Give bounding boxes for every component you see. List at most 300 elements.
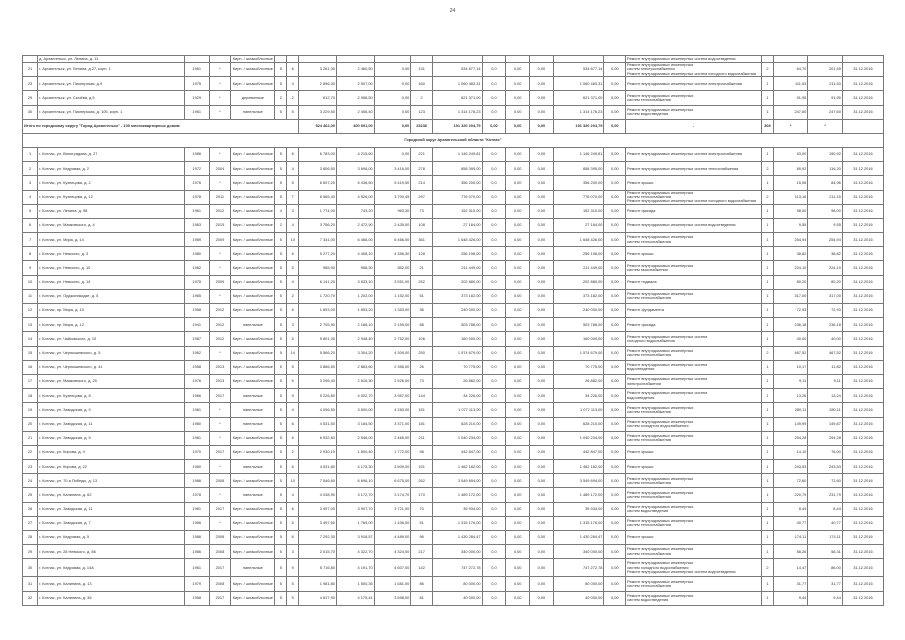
total-area-cell: 4 038,90 [299, 488, 337, 502]
year-built-cell: 1958 [184, 304, 209, 318]
total-area-cell: 2 896,30 [299, 77, 337, 91]
table-row [23, 389, 884, 403]
fund-cell: 0,00 [530, 190, 554, 204]
work-line: Ремонт внутридомовых инженерных систем [627, 333, 708, 339]
total-cost-cell: 211 449,00 [553, 261, 604, 275]
address-cell: г. Котлас, ул. Калинина, д. 36 [38, 591, 185, 605]
entrances-cell: 3 [287, 204, 299, 218]
address-cell: г. Котлас, ул. Кузнецова, д. 2 [38, 176, 185, 190]
count-cell: 1 [761, 275, 773, 289]
work-cell [626, 577, 762, 591]
fund-cell: 0,00 [604, 577, 626, 591]
row-number-cell: 11 [23, 289, 38, 303]
max-cost-cell: 201,45 [808, 63, 843, 77]
living-area-cell: 4 322,70 [336, 545, 374, 559]
address-cell: г. Котлас, ул. Орджоникидзе, д. 5 [38, 289, 185, 303]
address-cell: г. Котлас, ул. Кирова, д. 22 [38, 460, 185, 474]
address-cell: г. Котлас, ул. Кедровая, д. 14А [38, 559, 185, 577]
fund-cell: 0,00 [506, 502, 530, 516]
fund-cell: 0,00 [530, 417, 554, 431]
work-line: Ремонт внутридомовых инженерных систем водоотведения [627, 222, 736, 228]
total-cost-cell: 160 000,00 [553, 332, 604, 346]
row-number-cell: 26 [23, 502, 38, 516]
material-cell: Кирп. / шлакоблочные [231, 147, 275, 161]
max-cost-cell: 40,00 [808, 332, 843, 346]
total-cost-cell: 26 882,00 [553, 374, 604, 388]
entrances-cell: 9 [287, 389, 299, 403]
owned-area-cell: 3 174,70 [374, 488, 411, 502]
max-cost-cell: 31,77 [808, 577, 843, 591]
address-cell: д. Архангельск, ул. Ленина, д. 11 [38, 56, 185, 63]
table-row [23, 545, 884, 559]
fund-cell: 0,0 [482, 147, 506, 161]
row-number-cell: 2 [23, 162, 38, 176]
fund-cell: 0,00 [604, 389, 626, 403]
owned-area-cell: 2 752,00 [374, 332, 411, 346]
unit-cost-cell: 64,70 [773, 63, 808, 77]
row-number-cell: 5 [23, 204, 38, 218]
table-row [23, 247, 884, 261]
fund-cell: 0,00 [604, 289, 626, 303]
total-area-cell: 7 546,60 [299, 474, 337, 488]
work-cell [626, 417, 762, 431]
row-number-cell: 18 [23, 389, 38, 403]
date-cell: 31.12.2016 [842, 460, 883, 474]
date-cell: 31.12.2016 [842, 389, 883, 403]
entrances-cell: 6 [287, 147, 299, 161]
work-cell [626, 531, 762, 545]
address-cell: г. Котлас, ул. Калинина, д. 62 [38, 488, 185, 502]
work-cell [626, 374, 762, 388]
row-number-cell: 23 [23, 460, 38, 474]
owned-area-cell: 3 416,00 [374, 162, 411, 176]
address-cell: г. Котлас, ул. Калинина, д. 13 [38, 577, 185, 591]
material-cell: Кирп. / шлакоблочные [231, 261, 275, 275]
row-number-cell: 1 [23, 147, 38, 161]
row-number-cell: 25 [23, 488, 38, 502]
unit-cost-cell: 91,95 [773, 91, 808, 105]
max-cost-cell: 72,60 [808, 474, 843, 488]
fund-cell: 0,0 [482, 63, 506, 77]
entrances-cell: 3 [287, 545, 299, 559]
unit-cost-cell: 13,26 [773, 389, 808, 403]
address-cell: г. Котлас, ул. Невского, д. 3 [38, 247, 185, 261]
owned-area-cell: 0,00 [374, 105, 411, 119]
fund-cell: 0,0 [482, 275, 506, 289]
work-cell [626, 162, 762, 176]
work-line: систем теплоснабжения [627, 193, 671, 199]
count-cell: 1 [761, 545, 773, 559]
max-cost-cell: 11,82 [808, 360, 843, 374]
address-cell: г. Котлас, ул. 28 Невского, д. 86 [38, 545, 185, 559]
max-cost-cell: 243,53 [808, 460, 843, 474]
total-cost-cell: 373 182,00 [553, 289, 604, 303]
cost-cell: 80 000,00 [432, 577, 482, 591]
count-cell: 1 [761, 474, 773, 488]
year-repair-cell: 2013 [209, 360, 231, 374]
year-built-cell: 1980 [184, 247, 209, 261]
unit-cost-cell: 40,00 [773, 332, 808, 346]
fund-cell: 0,00 [506, 105, 530, 119]
max-cost-cell: 224,10 [808, 261, 843, 275]
material-cell: деревянные [231, 91, 275, 105]
material-cell: Кирп. / шлакоблочные [231, 204, 275, 218]
fund-cell: 0,00 [530, 591, 554, 605]
work-cell [626, 502, 762, 516]
cost-cell: 1 077 113,00 [432, 403, 482, 417]
fund-cell: 0,00 [506, 403, 530, 417]
residents-cell: 73 [411, 374, 433, 388]
work-line: Ремонт крыши [627, 250, 654, 256]
work-cell [626, 105, 762, 119]
work-line: Ремонт внутридомовых инженерных систем водоотведения [627, 569, 736, 575]
fund-cell: 0,0 [482, 176, 506, 190]
total-cost-cell: 356 200,00 [553, 176, 604, 190]
fund-cell: 0,00 [506, 417, 530, 431]
floors-cell: 5 [275, 318, 287, 332]
cost-cell: 534 877,14 [432, 63, 482, 77]
total-cost-cell: 628 210,00 [553, 417, 604, 431]
fund-cell: 0,0 [482, 346, 506, 360]
owned-area-cell: 1 152,00 [374, 289, 411, 303]
address-cell: г. Котлас, ул. Заводская, д. 9 [38, 403, 185, 417]
work-line: систем водоотведения [627, 111, 669, 117]
address-cell: г. Архангельск, ул. Ленина, д.27, корп. 1 [38, 63, 185, 77]
owned-area-cell: 0,00 [374, 91, 411, 105]
work-cell [626, 559, 762, 577]
entrances-cell: 2 [287, 445, 299, 459]
total-area-cell: 1 981,80 [299, 577, 337, 591]
address-cell: г. Котлас, ул. Кузнецова, д. 8 [38, 389, 185, 403]
unit-cost-cell: 247,60 [773, 105, 808, 119]
total-cost-cell: 202 880,00 [553, 275, 604, 289]
work-line: Ремонт внутридомовых инженерных систем холодного водоснабжения [627, 70, 756, 76]
fund-cell: 0,0 [482, 591, 506, 605]
floors-cell: 5 [275, 190, 287, 204]
fund-cell: 0,0 [482, 261, 506, 275]
fund-cell: 0,00 [530, 516, 554, 530]
floors-cell: 5 [275, 502, 287, 516]
fund-cell: 0,00 [530, 502, 554, 516]
owned-area-cell: 4 309,00 [374, 346, 411, 360]
owned-area-cell: 2 356,00 [374, 360, 411, 374]
unit-cost-cell: 220,79 [773, 488, 808, 502]
work-cell [626, 545, 762, 559]
fund-cell: 0,00 [604, 332, 626, 346]
unit-cost-cell: 280,11 [773, 403, 808, 417]
fund-cell: 0,00 [530, 204, 554, 218]
residents-cell: 106 [411, 332, 433, 346]
entrances-cell: 5 [287, 176, 299, 190]
owned-area-cell: 2 465,00 [374, 431, 411, 445]
year-repair-cell: 2012 [209, 304, 231, 318]
row-number-cell: 30 [23, 105, 38, 119]
fund-cell: 0,0 [482, 304, 506, 318]
material-cell: панельные [231, 403, 275, 417]
total-cost-cell: 503 788,00 [553, 318, 604, 332]
fund-cell: 0,0 [482, 474, 506, 488]
owned-area-cell: 852,00 [374, 261, 411, 275]
cost-cell: 240 000,00 [432, 304, 482, 318]
date-cell: 31.12.2016 [842, 346, 883, 360]
year-built-cell: 1987 [184, 332, 209, 346]
unit-cost-cell: 224,10 [773, 261, 808, 275]
total-area-cell: 5 226,80 [299, 389, 337, 403]
living-area-cell: 2 863,60 [336, 360, 374, 374]
date-cell: 31.12.2016 [842, 261, 883, 275]
year-repair-cell: 2009 [209, 233, 231, 247]
table-row [23, 332, 884, 346]
year-built-cell: 1980 [184, 417, 209, 431]
entrances-cell: 4 [287, 162, 299, 176]
unit-cost-cell: 111,53 [773, 77, 808, 91]
work-cell [626, 218, 762, 232]
year-built-cell: 1956 [184, 516, 209, 530]
work-cell [626, 176, 762, 190]
total-area-cell: 5 801,30 [299, 332, 337, 346]
cost-cell: 152 310,00 [432, 204, 482, 218]
max-cost-cell: 8,44 [808, 502, 843, 516]
residents-cell: 86 [411, 577, 433, 591]
unit-cost-cell: 40,77 [773, 516, 808, 530]
count-cell: 2 [761, 346, 773, 360]
floors-cell: 5 [275, 488, 287, 502]
cost-cell: 70 775,00 [432, 360, 482, 374]
year-built-cell: 1975 [184, 275, 209, 289]
entrances-cell: 9 [287, 559, 299, 577]
fund-cell: 0,00 [530, 389, 554, 403]
max-cost-cell: 58,31 [808, 545, 843, 559]
year-repair-cell: 2012 [209, 318, 231, 332]
total-cost-cell: 80 000,00 [553, 577, 604, 591]
floors-cell: 5 [275, 474, 287, 488]
date-cell: 31.12.2016 [842, 147, 883, 161]
fund-cell: 0,0 [482, 247, 506, 261]
work-line: Ремонт внутридомовых инженерных систем [627, 390, 708, 396]
work-cell [626, 389, 762, 403]
row-number-cell: 30 [23, 559, 38, 577]
work-line: систем теплоснабжения [627, 295, 671, 301]
owned-area-cell: 5 419,50 [374, 176, 411, 190]
total-cost-cell: 1 462 182,00 [553, 460, 604, 474]
cost-cell: 356 200,00 [432, 176, 482, 190]
work-line: Ремонт подвала [627, 279, 657, 285]
year-built-cell: 1978 [184, 488, 209, 502]
year-repair-cell: * [209, 147, 231, 161]
work-line: систем газоснабжения [627, 267, 668, 273]
floors-cell: 5 [275, 591, 287, 605]
fund-cell: 0,00 [530, 304, 554, 318]
year-built-cell: 1961 [184, 105, 209, 119]
material-cell: Кирп. / шлакоблочные [231, 502, 275, 516]
fund-cell: 0,00 [604, 559, 626, 577]
living-area-cell: 400 691,00 [336, 119, 374, 133]
address-cell: г. Котлас, ул. Заводская, д. 7 [38, 516, 185, 530]
cost-cell: 1 574 679,00 [432, 346, 482, 360]
living-area-cell: 3 304,20 [336, 346, 374, 360]
date-cell: 31.12.2016 [842, 304, 883, 318]
living-area-cell: 2 507,00 [336, 77, 374, 91]
living-area-cell: 4 408,10 [336, 247, 374, 261]
year-repair-cell: 2011 [209, 190, 231, 204]
work-line: Ремонт внутридомовых инженерных [627, 190, 694, 195]
date-cell: 31.12.2016 [842, 474, 883, 488]
cost-cell: 1 146 249,81 [432, 147, 482, 161]
residents-cell: 151 [411, 460, 433, 474]
fund-cell: 0,0 [482, 318, 506, 332]
work-line: систем теплоснабжения [627, 96, 671, 102]
fund-cell: 0,00 [604, 218, 626, 232]
residents-cell: 211 [411, 431, 433, 445]
fund-cell: 0,00 [604, 346, 626, 360]
cost-cell: 503 788,00 [432, 318, 482, 332]
residents-cell: 361 [411, 233, 433, 247]
fund-cell: 0,00 [506, 389, 530, 403]
entrances-cell: 10 [287, 474, 299, 488]
unit-cost-cell: 236,18 [773, 318, 808, 332]
table-row [23, 63, 884, 77]
material-cell: Кирп. / шлакоблочные [231, 577, 275, 591]
floors-cell: 5 [275, 577, 287, 591]
total-area-cell: 985,90 [299, 261, 337, 275]
work-line: Ремонт внутридомовых инженерных [627, 432, 694, 438]
unit-cost-cell: 38,82 [773, 247, 808, 261]
address-cell: г. Котлас, ул. Заводская, д. 5 [38, 431, 185, 445]
work-line: Ремонт внутридомовых инженерных [627, 291, 694, 297]
fund-cell: 0,00 [530, 559, 554, 577]
total-area-cell: 3 756,20 [299, 218, 337, 232]
work-cell [626, 204, 762, 218]
fund-cell: 0,00 [506, 531, 530, 545]
row-number-cell: 3 [23, 176, 38, 190]
count-cell: 1 [761, 204, 773, 218]
table-row [23, 233, 884, 247]
cost-cell: 628 210,00 [432, 417, 482, 431]
unit-cost-cell: 467,52 [773, 346, 808, 360]
year-repair-cell: 2008 [209, 577, 231, 591]
living-area-cell: 3 833,10 [336, 275, 374, 289]
max-cost-cell: 91,95 [808, 91, 843, 105]
count-cell: 1 [761, 318, 773, 332]
living-area-cell: 2 948,40 [336, 332, 374, 346]
material-cell: Кирп. / шлакоблочные [231, 63, 275, 77]
table-row [23, 403, 884, 417]
year-built-cell: 1981 [184, 502, 209, 516]
year-built-cell: 1958 [184, 591, 209, 605]
year-repair-cell: 2017 [209, 502, 231, 516]
entrances-cell: 7 [287, 190, 299, 204]
unit-cost-cell: 93,00 [773, 147, 808, 161]
work-line: систем теплоснабжения [627, 352, 671, 358]
year-built-cell: 1966 [184, 389, 209, 403]
floors-cell: 5 [275, 545, 287, 559]
material-cell: Кирп. / шлакоблочные [231, 304, 275, 318]
total-row [23, 119, 884, 133]
max-cost-cell: 13,24 [808, 389, 843, 403]
floors-cell: 5 [275, 516, 287, 530]
living-area-cell: 6 466,00 [336, 233, 374, 247]
fund-cell: 0,0 [482, 91, 506, 105]
fund-cell: 0,00 [506, 545, 530, 559]
row-number-cell: 8 [23, 247, 38, 261]
unit-cost-cell: 72,60 [773, 474, 808, 488]
max-cost-cell: 231,79 [808, 488, 843, 502]
living-area-cell: 4 191,70 [336, 559, 374, 577]
work-line: систем водоотведения [627, 508, 669, 514]
work-cell: - [626, 119, 762, 133]
work-cell [626, 445, 762, 459]
fund-cell: 0,00 [482, 119, 506, 133]
total-cost-cell: 1 430 284,47 [553, 531, 604, 545]
year-repair-cell: * [209, 431, 231, 445]
fund-cell: 0,0 [482, 431, 506, 445]
count-cell: 1 [761, 431, 773, 445]
fund-cell: 0,0 [482, 417, 506, 431]
year-built-cell: 1986 [184, 531, 209, 545]
year-repair-cell: 2004 [209, 162, 231, 176]
table-row [23, 304, 884, 318]
fund-cell: 0,00 [604, 374, 626, 388]
max-cost-cell: 116,20 [808, 162, 843, 176]
fund-cell: 0,00 [506, 275, 530, 289]
fund-cell: 0,00 [506, 233, 530, 247]
owned-area-cell: 2 435,00 [374, 218, 411, 232]
fund-cell: 0,00 [530, 289, 554, 303]
work-line: систем теплоснабжения [627, 437, 671, 443]
row-number-cell: 32 [23, 591, 38, 605]
living-area-cell: 2 460,50 [336, 63, 374, 77]
max-cost-cell: 174,11 [808, 531, 843, 545]
fund-cell: 0,00 [604, 247, 626, 261]
year-repair-cell: * [209, 247, 231, 261]
living-area-cell: 2 456,40 [336, 105, 374, 119]
count-cell: 1 [761, 577, 773, 591]
total-cost-cell: 340 000,00 [553, 545, 604, 559]
row-number-cell: 19 [23, 403, 38, 417]
unit-cost-cell: * [773, 119, 808, 133]
total-area-cell: 3 229,50 [299, 105, 337, 119]
date-cell: 31.12.2016 [842, 417, 883, 431]
max-cost-cell: 280,11 [808, 403, 843, 417]
fund-cell: 0,00 [530, 176, 554, 190]
fund-cell: 0,00 [530, 460, 554, 474]
floors-cell: 5 [275, 559, 287, 577]
table-row [23, 56, 884, 63]
owned-area-cell: 3 598,00 [374, 591, 411, 605]
total-area-cell: 612,70 [299, 91, 337, 105]
cost-cell: 1 489 172,00 [432, 488, 482, 502]
residents-cell: 70 [411, 502, 433, 516]
total-cost-cell: 1 315 176,00 [553, 516, 604, 530]
count-cell: 1 [761, 460, 773, 474]
address-cell: г. Котлас, ул. Кирова, д. 4 [38, 445, 185, 459]
residents-cell: 217 [411, 545, 433, 559]
address-cell: г. Котлас, ул. Невского, д. 10 [38, 261, 185, 275]
fund-cell: 0,00 [604, 63, 626, 77]
row-number-cell: 29 [23, 545, 38, 559]
entrances-cell: 10 [287, 233, 299, 247]
material-cell: Кирп. / шлакоблочные [231, 431, 275, 445]
max-cost-cell: 40,77 [808, 516, 843, 530]
floors-cell: 2 [275, 218, 287, 232]
table-row [23, 431, 884, 445]
total-cost-cell: 1 146 249,81 [553, 147, 604, 161]
material-cell: Кирп. / шлакоблочные [231, 374, 275, 388]
year-built-cell: 1961 [184, 63, 209, 77]
fund-cell: 0,00 [506, 318, 530, 332]
date-cell: 31.12.2016 [842, 204, 883, 218]
table-row [23, 559, 884, 577]
